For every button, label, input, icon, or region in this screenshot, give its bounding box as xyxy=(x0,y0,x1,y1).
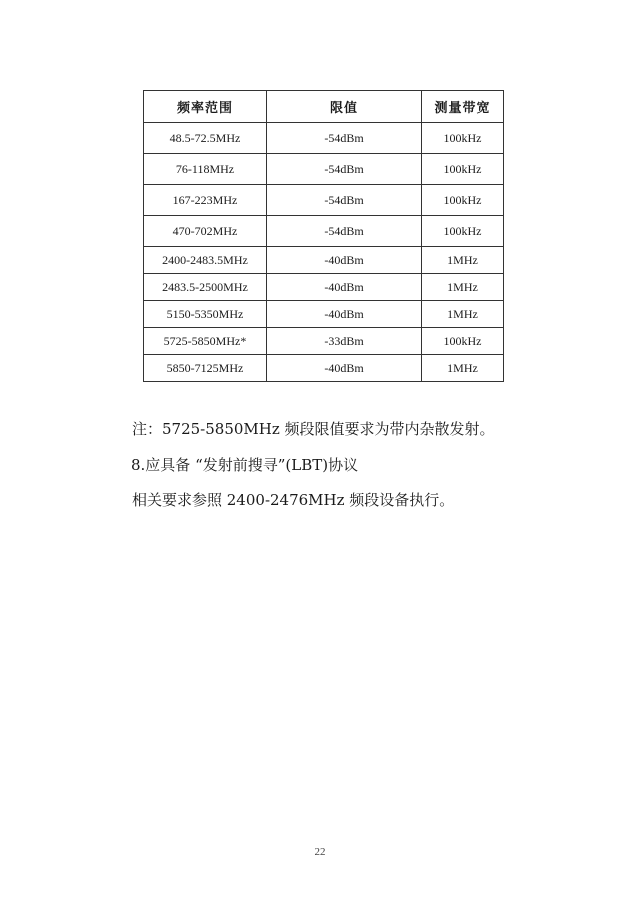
frequency-range-cell: 5725-5850MHz* xyxy=(144,328,267,355)
table-row xyxy=(144,274,504,301)
table-row xyxy=(144,301,504,328)
table-row xyxy=(144,328,504,355)
frequency-range-cell: 5850-7125MHz xyxy=(144,355,267,382)
header-limit: 限值 xyxy=(267,91,422,123)
spurious-emission-limits-table xyxy=(143,90,504,382)
frequency-range-cell: 76-118MHz xyxy=(144,154,267,185)
limit-cell: -54dBm xyxy=(267,185,422,216)
lbt-requirement-heading: 8.应具备 “发射前搜寻”(LBT)协议 xyxy=(131,456,359,474)
frequency-range-cell: 470-702MHz xyxy=(144,216,267,247)
frequency-range-cell: 2400-2483.5MHz xyxy=(144,247,267,274)
limit-cell: -40dBm xyxy=(267,274,422,301)
related-requirements-text: 相关要求参照 2400-2476MHz 频段设备执行。 xyxy=(132,491,455,509)
bandwidth-cell: 1MHz xyxy=(422,274,504,301)
table-row xyxy=(144,216,504,247)
header-frequency-range: 频率范围 xyxy=(144,91,267,123)
limit-cell: -40dBm xyxy=(267,355,422,382)
bandwidth-cell: 1MHz xyxy=(422,301,504,328)
frequency-range-cell: 167-223MHz xyxy=(144,185,267,216)
bandwidth-cell: 1MHz xyxy=(422,355,504,382)
bandwidth-cell: 100kHz xyxy=(422,185,504,216)
table-row xyxy=(144,355,504,382)
bandwidth-cell: 100kHz xyxy=(422,216,504,247)
bandwidth-cell: 100kHz xyxy=(422,123,504,154)
limit-cell: -54dBm xyxy=(267,216,422,247)
limit-cell: -40dBm xyxy=(267,247,422,274)
limit-cell: -54dBm xyxy=(267,154,422,185)
limit-cell: -33dBm xyxy=(267,328,422,355)
bandwidth-cell: 100kHz xyxy=(422,154,504,185)
frequency-range-cell: 2483.5-2500MHz xyxy=(144,274,267,301)
table-row xyxy=(144,154,504,185)
frequency-range-cell: 5150-5350MHz xyxy=(144,301,267,328)
page-number: 22 xyxy=(314,846,326,858)
header-measurement-bandwidth: 测量带宽 xyxy=(422,91,504,123)
bandwidth-cell: 1MHz xyxy=(422,247,504,274)
bandwidth-cell: 100kHz xyxy=(422,328,504,355)
band-note-text: 注：5725-5850MHz 频段限值要求为带内杂散发射。 xyxy=(132,420,495,438)
table-row xyxy=(144,185,504,216)
table-row xyxy=(144,123,504,154)
limit-cell: -54dBm xyxy=(267,123,422,154)
frequency-range-cell: 48.5-72.5MHz xyxy=(144,123,267,154)
limit-cell: -40dBm xyxy=(267,301,422,328)
table-row xyxy=(144,247,504,274)
table-header-row xyxy=(144,91,504,123)
